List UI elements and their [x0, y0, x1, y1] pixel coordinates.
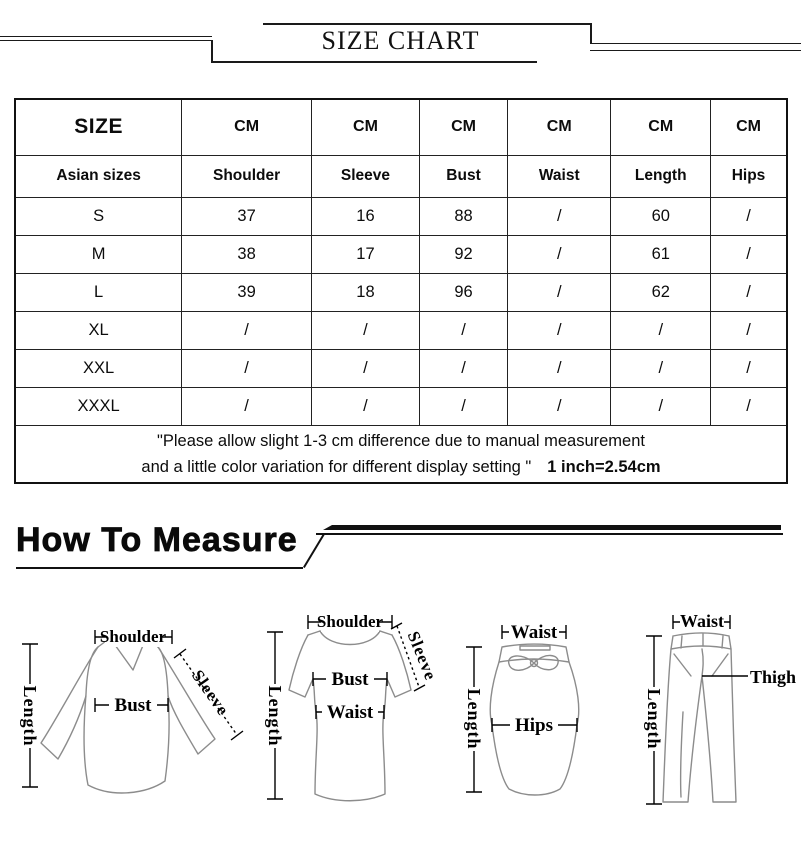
pants-diagram — [626, 592, 798, 846]
column-header: Waist — [508, 155, 611, 197]
unit-cell: CM — [508, 99, 611, 155]
heading-underline-rule — [16, 567, 303, 569]
inch-conversion: 1 inch=2.54cm — [547, 457, 661, 476]
unit-cell: CM — [182, 99, 312, 155]
note-line-1: "Please allow slight 1-3 cm difference due to manual measurement — [157, 431, 645, 450]
value-cell: / — [508, 311, 611, 349]
value-cell: 96 — [420, 273, 508, 311]
table-row — [15, 273, 787, 311]
dress-sleeve-label: Sleeve — [403, 628, 441, 684]
value-cell: / — [311, 349, 419, 387]
how-to-measure-title: How To Measure — [16, 521, 298, 559]
skirt-hips-label: Hips — [514, 715, 554, 736]
shirt-bust-label: Bust — [114, 695, 152, 716]
column-header: Hips — [711, 155, 787, 197]
value-cell: / — [311, 387, 419, 425]
value-cell: / — [508, 273, 611, 311]
value-cell: 37 — [182, 197, 312, 235]
value-cell: / — [508, 197, 611, 235]
value-cell: 62 — [611, 273, 711, 311]
value-cell: / — [182, 349, 312, 387]
table-header-measures-row — [15, 155, 787, 197]
column-header: Shoulder — [182, 155, 312, 197]
title-band — [0, 0, 801, 98]
column-header: Asian sizes — [15, 155, 182, 197]
heading-thick-rule — [323, 525, 781, 530]
value-cell: 39 — [182, 273, 312, 311]
value-cell: / — [182, 311, 312, 349]
table-row — [15, 349, 787, 387]
value-cell: 88 — [420, 197, 508, 235]
note-line-2-text: and a little color variation for different display setting " — [141, 457, 532, 476]
size-table — [14, 98, 788, 484]
size-cell: XXL — [15, 349, 182, 387]
dress-length-label: Length — [265, 685, 285, 747]
size-cell: M — [15, 235, 182, 273]
how-to-measure-band — [0, 504, 801, 584]
value-cell: 17 — [311, 235, 419, 273]
dress-bust-label: Bust — [331, 669, 369, 690]
column-header: Length — [611, 155, 711, 197]
unit-cell: CM — [711, 99, 787, 155]
table-header-units-row — [15, 99, 787, 155]
size-cell: XXXL — [15, 387, 182, 425]
measure-diagrams — [0, 592, 801, 846]
value-cell: / — [420, 349, 508, 387]
dress-waist-label: Waist — [326, 702, 374, 723]
table-note-row — [15, 425, 787, 483]
column-header: Bust — [420, 155, 508, 197]
heading-thin-rule — [316, 533, 783, 535]
pants-thigh-label: Thigh — [750, 667, 797, 687]
value-cell: 60 — [611, 197, 711, 235]
shirt-annotations — [20, 626, 243, 787]
shirt-sleeve-label: Sleeve — [188, 666, 234, 720]
value-cell: / — [711, 273, 787, 311]
shirt-length-label: Length — [20, 685, 40, 747]
table-row — [15, 311, 787, 349]
table-row — [15, 235, 787, 273]
value-cell: / — [711, 349, 787, 387]
value-cell: / — [611, 349, 711, 387]
shirt-shoulder-label: Shoulder — [99, 627, 167, 646]
value-cell: / — [711, 387, 787, 425]
value-cell: / — [182, 387, 312, 425]
value-cell: / — [508, 387, 611, 425]
value-cell: / — [711, 235, 787, 273]
dress-annotations — [265, 611, 441, 799]
pants-waist-label: Waist — [679, 611, 725, 631]
unit-cell: CM — [311, 99, 419, 155]
size-cell: L — [15, 273, 182, 311]
value-cell: / — [420, 311, 508, 349]
skirt-diagram — [452, 592, 647, 846]
heading-diagonal-rule — [303, 534, 324, 568]
value-cell: / — [420, 387, 508, 425]
pants-length-label: Length — [644, 688, 664, 750]
skirt-length-label: Length — [464, 688, 484, 750]
title-top-rule — [263, 23, 591, 25]
value-cell: 18 — [311, 273, 419, 311]
value-cell: / — [611, 387, 711, 425]
table-row — [15, 387, 787, 425]
value-cell: / — [311, 311, 419, 349]
table-row — [15, 197, 787, 235]
dress-diagram — [245, 592, 450, 846]
column-header: Sleeve — [311, 155, 419, 197]
skirt-waist-label: Waist — [510, 622, 558, 643]
value-cell: 16 — [311, 197, 419, 235]
measurement-note — [15, 425, 787, 483]
value-cell: / — [711, 311, 787, 349]
note-line-2 — [16, 454, 786, 480]
value-cell: / — [508, 235, 611, 273]
title-underline-rule — [211, 61, 537, 63]
size-cell: S — [15, 197, 182, 235]
size-header-cell: SIZE — [15, 99, 182, 155]
value-cell: / — [711, 197, 787, 235]
unit-cell: CM — [420, 99, 508, 155]
value-cell: / — [508, 349, 611, 387]
pants-outline — [663, 633, 736, 802]
value-cell: 38 — [182, 235, 312, 273]
page-title: SIZE CHART — [321, 26, 480, 55]
dress-shoulder-label: Shoulder — [316, 612, 384, 631]
value-cell: 92 — [420, 235, 508, 273]
value-cell: 61 — [611, 235, 711, 273]
value-cell: / — [611, 311, 711, 349]
unit-cell: CM — [611, 99, 711, 155]
shirt-diagram — [10, 592, 245, 846]
size-cell: XL — [15, 311, 182, 349]
